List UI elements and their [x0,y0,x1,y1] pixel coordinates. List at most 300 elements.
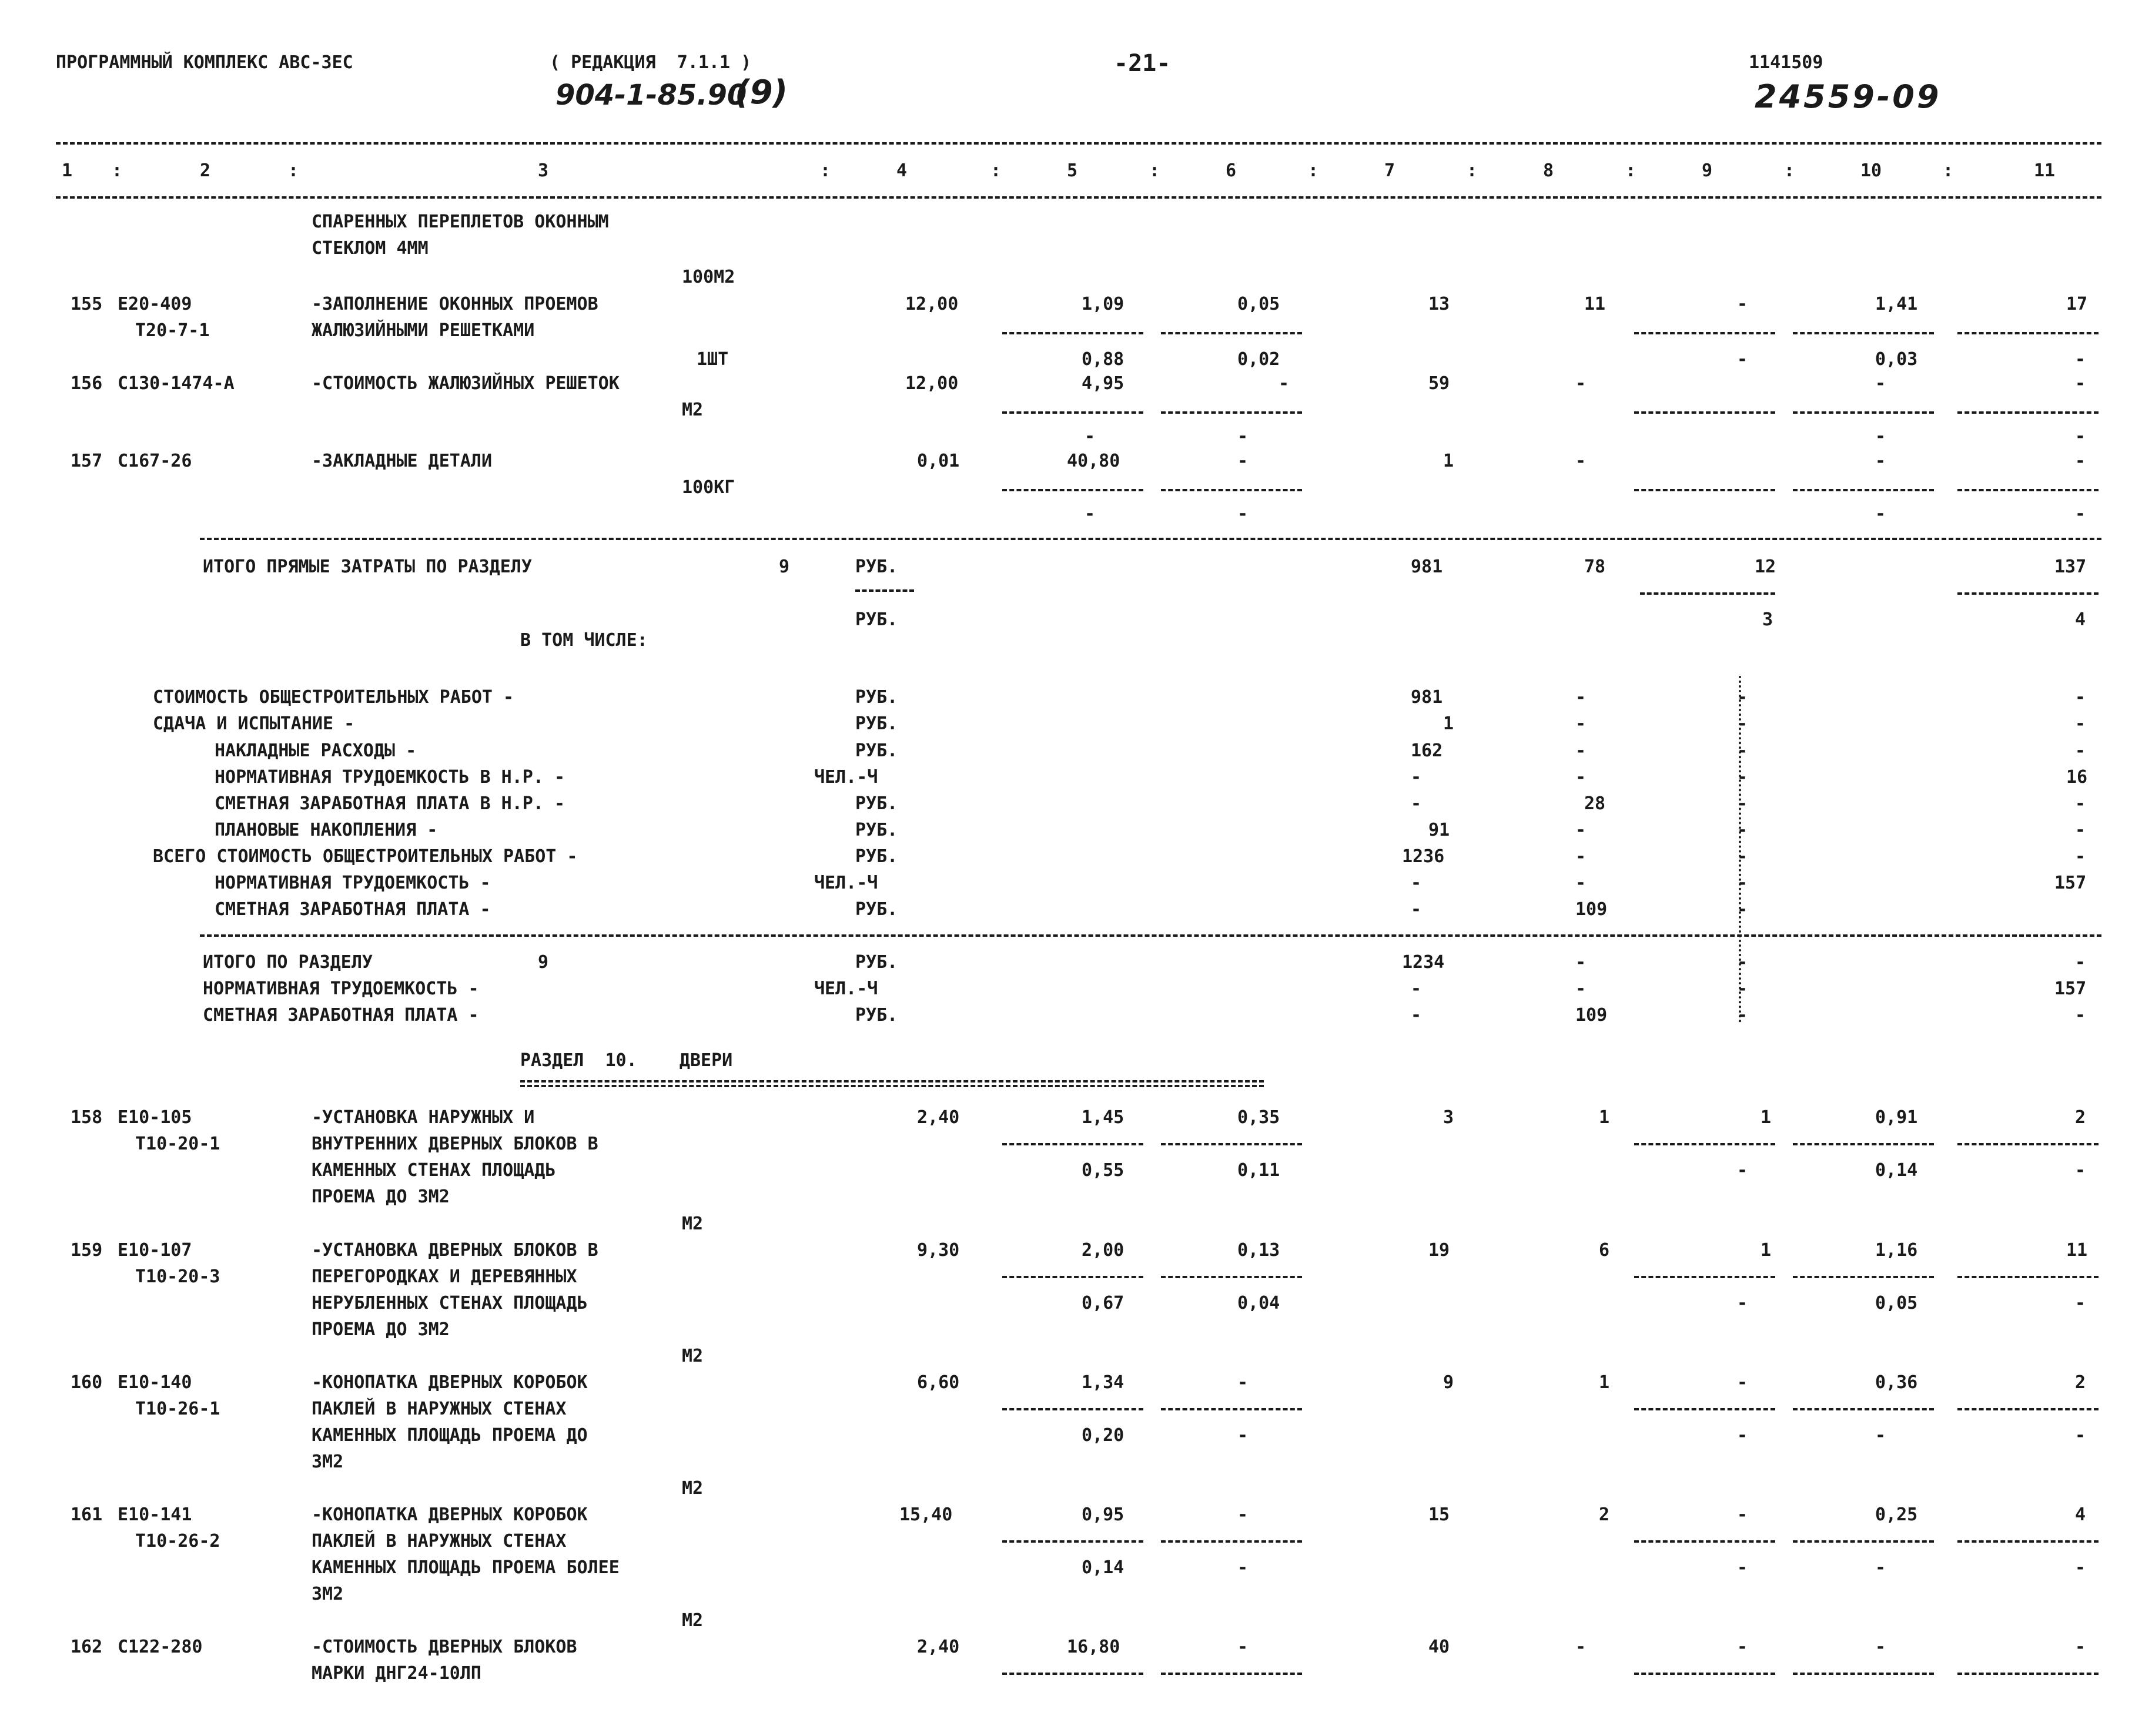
breakdown-label: ПЛАНОВЫЕ НАКОПЛЕНИЯ - [215,820,438,840]
breakdown-col7: 1236 [1402,846,1445,867]
breakdown-col8: - [1575,713,1587,734]
line-unit: М2 [682,1214,704,1234]
line-description: -КОНОПАТКА ДВЕРНЫХ КОРОБОК [312,1504,588,1525]
breakdown-col7: 1 [1443,713,1454,734]
unit-rub: РУБ. [855,557,898,577]
column-header-1: 1 [62,160,73,181]
subtotal-rule [1634,332,1775,334]
line-description: КАМЕННЫХ ПЛОЩАДЬ ПРОЕМА БОЛЕЕ [312,1557,620,1578]
column-header-2: 2 [200,160,211,181]
line-labor: 0,25 [1875,1504,1918,1525]
line-labor-total: - [2075,373,2086,394]
breakdown-col11: - [2075,793,2086,814]
breakdown-col7: - [1411,899,1422,920]
breakdown-col9: - [1737,740,1748,761]
line-description: СТЕКЛОМ 4ММ [312,238,429,259]
line-description: ПРОЕМА ДО 3М2 [312,1187,450,1207]
line-labor: 0,91 [1875,1107,1918,1128]
subtotal-rule [1957,411,2099,414]
line-rate-code: Т10-26-1 [135,1399,220,1419]
subtotal-rule [1634,1540,1775,1543]
subtotal-rule [1634,1276,1775,1278]
subtotal-rule [1793,1143,1934,1145]
line-wage-rate: 0,11 [1237,1160,1280,1181]
subtotal-rule [1002,1143,1143,1145]
subtotal-rule [1634,411,1775,414]
summary-unit: РУБ. [855,952,898,973]
breakdown-label: СТОИМОСТЬ ОБЩЕСТРОИТЕЛЬНЫХ РАБОТ - [153,687,514,708]
line-labor: - [1875,373,1886,394]
breakdown-col11: 157 [2054,873,2087,893]
column-header-8: 8 [1543,160,1554,181]
line-quantity: 15,40 [899,1504,953,1525]
column-separator: : [990,160,1002,181]
line-wage-rate: 0,04 [1237,1293,1280,1313]
line-wage-rate: 0,35 [1237,1107,1280,1128]
line-wages: - [1575,1637,1587,1657]
line-labor: - [1875,1637,1886,1657]
page-number: -21- [1114,50,1171,77]
line-description: ПАКЛЕЙ В НАРУЖНЫХ СТЕНАХ [312,1399,567,1419]
line-description: НЕРУБЛЕННЫХ СТЕНАХ ПЛОЩАДЬ [312,1293,588,1313]
subtotal-rule [1957,1143,2099,1145]
line-rate-code: Е10-107 [118,1240,192,1261]
line-wages: - [1575,451,1587,471]
line-wage-rate: 0,13 [1237,1240,1280,1261]
breakdown-col11: 16 [2066,767,2088,787]
line-machines: - [1737,1504,1748,1525]
inventory-number: 24559-09 [1755,78,1942,115]
line-wage-rate: - [1237,1425,1249,1446]
summary-col7: - [1411,1005,1422,1025]
total-col11: 137 [2054,557,2087,577]
line-description: ПАКЛЕЙ В НАРУЖНЫХ СТЕНАХ [312,1531,567,1551]
subtotal-rule [1957,1276,2099,1278]
summary-col11: 157 [2054,978,2087,999]
summary-col9: - [1737,978,1748,999]
line-unit: М2 [682,1610,704,1631]
line-wages: 11 [1584,294,1606,314]
breakdown-unit: РУБ. [855,740,898,761]
line-rate-code: С167-26 [118,451,192,471]
breakdown-col11: - [2075,820,2086,840]
subtotal-rule [1002,1673,1143,1675]
subtotal-rule [1161,1143,1302,1145]
column-header-4: 4 [896,160,908,181]
breakdown-unit: РУБ. [855,820,898,840]
line-labor: 0,03 [1875,349,1918,370]
line-description: -УСТАНОВКА ДВЕРНЫХ БЛОКОВ В [312,1240,598,1261]
total-col11-second: 4 [2075,609,2086,630]
section-summary-rule [200,934,2101,937]
subtotal-rule [1161,411,1302,414]
line-labor: 1,41 [1875,294,1918,314]
line-rate-code: С122-280 [118,1637,203,1657]
column-header-5: 5 [1067,160,1078,181]
line-wage-rate: - [1237,1504,1249,1525]
line-labor-total: - [2075,504,2086,524]
subtotal-rule [1634,1408,1775,1410]
column-separator: : [112,160,123,181]
line-quantity: 2,40 [917,1107,960,1128]
document-number: 1141509 [1749,52,1823,73]
section-number: 9 [779,557,790,577]
total-col9-second: 3 [1762,609,1773,630]
line-wages: 2 [1599,1504,1610,1525]
subtotal-rule [1957,1408,2099,1410]
breakdown-unit: ЧЕЛ.-Ч [814,873,878,893]
breakdown-col11: - [2075,740,2086,761]
line-wage-rate: - [1237,504,1249,524]
line-labor-total: 17 [2066,294,2088,314]
subtotal-rule [1634,1673,1775,1675]
summary-section-number: 9 [538,952,549,973]
line-wage-rate: 0,05 [1237,294,1280,314]
line-wage-rate: - [1279,373,1290,394]
line-unit-cost: 1,09 [1082,294,1124,314]
subtotal-rule [1002,1540,1143,1543]
line-number: 156 [71,373,103,394]
line-labor-total: 11 [2066,1240,2088,1261]
breakdown-label: ВСЕГО СТОИМОСТЬ ОБЩЕСТРОИТЕЛЬНЫХ РАБОТ - [153,846,578,867]
total-col9: 12 [1755,557,1776,577]
line-labor: 0,14 [1875,1160,1918,1181]
subtotal-rule [1002,1408,1143,1410]
subtotal-rule [1161,332,1302,334]
unit-rub: РУБ. [855,609,898,630]
line-description: -ЗАПОЛНЕНИЕ ОКОННЫХ ПРОЕМОВ [312,294,598,314]
subtotal-rule [1634,489,1775,491]
subtotal-rule [1161,1408,1302,1410]
line-wage-rate: - [1237,451,1249,471]
subtotal-rule [1161,1276,1302,1278]
summary-col9: - [1737,1005,1748,1025]
line-machines: 1 [1761,1107,1772,1128]
subtotal-rule [1957,592,2099,595]
breakdown-label: НОРМАТИВНАЯ ТРУДОЕМКОСТЬ - [215,873,491,893]
summary-col8: - [1575,952,1587,973]
column-separator: : [288,160,299,181]
line-rate-code: Т10-20-3 [135,1266,220,1287]
line-rate-code: Е10-140 [118,1372,192,1393]
line-labor-total: - [2075,1557,2086,1578]
section-total-rule [200,538,2101,540]
line-wage-rate: 0,02 [1237,349,1280,370]
breakdown-col9: - [1737,820,1748,840]
column-separator: : [1149,160,1160,181]
column-header-7: 7 [1384,160,1395,181]
column-separator: : [1784,160,1795,181]
line-number: 161 [71,1504,103,1525]
breakdown-label: НОРМАТИВНАЯ ТРУДОЕМКОСТЬ В Н.Р. - [215,767,565,787]
line-labor: - [1875,426,1886,447]
column-header-10: 10 [1860,160,1882,181]
edition-label: ( РЕДАКЦИЯ 7.1.1 ) [550,52,752,73]
line-description: -СТОИМОСТЬ ДВЕРНЫХ БЛОКОВ [312,1637,577,1657]
line-description: ПЕРЕГОРОДКАХ И ДЕРЕВЯННЫХ [312,1266,577,1287]
breakdown-unit: РУБ. [855,793,898,814]
line-labor-total: - [2075,451,2086,471]
line-description: -ЗАКЛАДНЫЕ ДЕТАЛИ [312,451,493,471]
breakdown-col9: - [1737,899,1748,920]
line-labor: - [1875,504,1886,524]
column-9-guide [1739,676,1741,1023]
line-number: 158 [71,1107,103,1128]
header-top-rule [56,142,2101,145]
breakdown-col7: - [1411,767,1422,787]
line-labor: - [1875,1557,1886,1578]
section-10-title: РАЗДЕЛ 10. ДВЕРИ [520,1050,733,1071]
line-unit: 1ШТ [697,349,729,370]
subtotal-rule [1002,1276,1143,1278]
line-number: 155 [71,294,103,314]
line-description: СПАРЕННЫХ ПЕРЕПЛЕТОВ ОКОННЫМ [312,212,609,232]
line-quantity: 0,01 [917,451,960,471]
line-description: МАРКИ ДНГ24-10ЛП [312,1663,481,1684]
unit-rule [855,589,914,592]
line-wage-rate: - [1237,1372,1249,1393]
column-header-9: 9 [1702,160,1713,181]
program-name: ПРОГРАММНЫЙ КОМПЛЕКС АВС-3ЕС [56,52,353,73]
line-wages: 1 [1599,1107,1610,1128]
breakdown-col7: 981 [1411,687,1443,708]
breakdown-col8: 109 [1575,899,1608,920]
line-labor-total: 4 [2075,1504,2086,1525]
line-unit-cost: 1,34 [1082,1372,1124,1393]
column-separator: : [820,160,831,181]
summary-col11: - [2075,1005,2086,1025]
subtotal-rule [1634,1143,1775,1145]
breakdown-unit: ЧЕЛ.-Ч [814,767,878,787]
subtotal-rule [1793,1408,1934,1410]
line-description: -УСТАНОВКА НАРУЖНЫХ И [312,1107,535,1128]
line-number: 159 [71,1240,103,1261]
subtotal-rule [1957,1540,2099,1543]
line-labor-total: - [2075,426,2086,447]
subtotal-rule [1793,489,1934,491]
summary-col7: 1234 [1402,952,1445,973]
breakdown-unit: РУБ. [855,899,898,920]
breakdown-col9: - [1737,767,1748,787]
line-total: 3 [1443,1107,1454,1128]
line-labor: - [1875,1425,1886,1446]
line-description: ВНУТРЕННИХ ДВЕРНЫХ БЛОКОВ В [312,1134,598,1154]
column-header-11: 11 [2034,160,2056,181]
breakdown-col7: 162 [1411,740,1443,761]
line-total: 13 [1428,294,1450,314]
line-unit-cost: 4,95 [1082,373,1124,394]
subtotal-rule [1161,489,1302,491]
summary-label: СМЕТНАЯ ЗАРАБОТНАЯ ПЛАТА - [203,1005,479,1025]
line-machines: - [1737,294,1748,314]
line-total: 40 [1428,1637,1450,1657]
subtotal-rule [1002,411,1143,414]
column-header-3: 3 [538,160,549,181]
column-header-6: 6 [1226,160,1237,181]
line-description: КАМЕННЫХ СТЕНАХ ПЛОЩАДЬ [312,1160,556,1181]
line-wage-rate: - [1237,426,1249,447]
line-rate-code: Е10-141 [118,1504,192,1525]
summary-label: ИТОГО ПО РАЗДЕЛУ [203,952,373,973]
line-unit: М2 [682,1478,704,1499]
summary-col9: - [1737,952,1748,973]
line-machines: - [1737,1372,1748,1393]
line-total: 59 [1428,373,1450,394]
line-number: 157 [71,451,103,471]
breakdown-col9: - [1737,846,1748,867]
breakdown-label: СДАЧА И ИСПЫТАНИЕ - [153,713,355,734]
subtotal-rule [1161,1673,1302,1675]
section-10-underline [520,1080,1264,1083]
breakdown-col11: - [2075,687,2086,708]
breakdown-col8: - [1575,740,1587,761]
breakdown-col8: - [1575,820,1587,840]
line-rate-code: С130-1474-А [118,373,235,394]
line-description: 3М2 [312,1584,344,1604]
breakdown-label: СМЕТНАЯ ЗАРАБОТНАЯ ПЛАТА В Н.Р. - [215,793,565,814]
breakdown-label: СМЕТНАЯ ЗАРАБОТНАЯ ПЛАТА - [215,899,491,920]
breakdown-col7: 91 [1428,820,1450,840]
subtotal-rule [1161,1540,1302,1543]
line-unit: 100М2 [682,267,735,287]
line-description: КАМЕННЫХ ПЛОЩАДЬ ПРОЕМА ДО [312,1425,588,1446]
line-labor-total: 2 [2075,1372,2086,1393]
line-machines: - [1737,349,1748,370]
line-labor-total: - [2075,1425,2086,1446]
line-machines: 1 [1761,1240,1772,1261]
total-col8: 78 [1584,557,1606,577]
line-machines: - [1737,1557,1748,1578]
total-col7: 981 [1411,557,1443,577]
line-quantity: 9,30 [917,1240,960,1261]
column-separator: : [1467,160,1478,181]
line-total: 1 [1443,451,1454,471]
breakdown-unit: РУБ. [855,687,898,708]
breakdown-col9: - [1737,687,1748,708]
line-wages: 6 [1599,1240,1610,1261]
line-wages: - [1575,373,1587,394]
line-description: ПРОЕМА ДО 3М2 [312,1319,450,1340]
breakdown-col7: - [1411,793,1422,814]
line-description: -КОНОПАТКА ДВЕРНЫХ КОРОБОК [312,1372,588,1393]
line-labor: 0,36 [1875,1372,1918,1393]
line-unit-cost: 0,55 [1082,1160,1124,1181]
breakdown-col9: - [1737,873,1748,893]
line-labor: - [1875,451,1886,471]
line-labor: 1,16 [1875,1240,1918,1261]
line-number: 162 [71,1637,103,1657]
subtotal-rule [1793,1540,1934,1543]
line-quantity: 6,60 [917,1372,960,1393]
subtotal-rule [1957,1673,2099,1675]
line-unit-cost: 0,67 [1082,1293,1124,1313]
line-unit-cost: - [1085,504,1096,524]
breakdown-col11: - [2075,713,2086,734]
line-rate-code: Т10-20-1 [135,1134,220,1154]
breakdown-col8: - [1575,873,1587,893]
breakdown-col9: - [1737,713,1748,734]
breakdown-unit: РУБ. [855,846,898,867]
line-unit: М2 [682,400,704,420]
breakdown-col7: - [1411,873,1422,893]
project-code: 904-1-85.90 [555,79,747,112]
line-number: 160 [71,1372,103,1393]
line-unit: М2 [682,1346,704,1366]
subtotal-rule [1793,332,1934,334]
line-labor-total: - [2075,1160,2086,1181]
breakdown-col8: - [1575,687,1587,708]
line-unit-cost: 0,88 [1082,349,1124,370]
line-unit-cost: 0,14 [1082,1557,1124,1578]
line-unit-cost: - [1085,426,1096,447]
line-unit-cost: 2,00 [1082,1240,1124,1261]
breakdown-col9: - [1737,793,1748,814]
line-unit-cost: 0,95 [1082,1504,1124,1525]
line-machines: - [1737,1425,1748,1446]
subtotal-rule [1957,332,2099,334]
including-label: В ТОМ ЧИСЛЕ: [520,630,648,651]
subtotal-rule [1002,332,1143,334]
line-labor-total: - [2075,1293,2086,1313]
subtotal-rule [1793,411,1934,414]
line-total: 15 [1428,1504,1450,1525]
line-machines: - [1737,1160,1748,1181]
line-unit-cost: 1,45 [1082,1107,1124,1128]
line-unit-cost: 40,80 [1067,451,1120,471]
subtotal-rule [1793,1673,1934,1675]
subtotal-rule [1793,1276,1934,1278]
summary-unit: ЧЕЛ.-Ч [814,978,878,999]
line-rate-code: Т10-26-2 [135,1531,220,1551]
line-rate-code: Е10-105 [118,1107,192,1128]
breakdown-col8: - [1575,846,1587,867]
subtotal-rule [1640,592,1775,595]
line-quantity: 12,00 [905,373,959,394]
subtotal-rule [1957,489,2099,491]
line-rate-code: Е20-409 [118,294,192,314]
line-quantity: 2,40 [917,1637,960,1657]
breakdown-col8: 28 [1584,793,1606,814]
breakdown-col8: - [1575,767,1587,787]
summary-unit: РУБ. [855,1005,898,1025]
line-labor-total: - [2075,1637,2086,1657]
summary-col11: - [2075,952,2086,973]
column-separator: : [1943,160,1954,181]
line-description: 3М2 [312,1452,344,1472]
line-unit: 100КГ [682,477,735,498]
line-total: 9 [1443,1372,1454,1393]
line-wage-rate: - [1237,1637,1249,1657]
line-wages: 1 [1599,1372,1610,1393]
column-separator: : [1625,160,1636,181]
line-description: -СТОИМОСТЬ ЖАЛЮЗИЙНЫХ РЕШЕТОК [312,373,620,394]
breakdown-label: НАКЛАДНЫЕ РАСХОДЫ - [215,740,417,761]
line-description: ЖАЛЮЗИЙНЫМИ РЕШЕТКАМИ [312,320,535,341]
column-separator: : [1308,160,1319,181]
line-machines: - [1737,1293,1748,1313]
line-total: 19 [1428,1240,1450,1261]
volume-number: (9) [735,73,788,112]
line-labor-total: 2 [2075,1107,2086,1128]
subtotal-rule [1002,489,1143,491]
line-unit-cost: 0,20 [1082,1425,1124,1446]
summary-col8: - [1575,978,1587,999]
section-total-label: ИТОГО ПРЯМЫЕ ЗАТРАТЫ ПО РАЗДЕЛУ [203,557,532,577]
breakdown-col11: - [2075,846,2086,867]
line-quantity: 12,00 [905,294,959,314]
line-wage-rate: - [1237,1557,1249,1578]
line-machines: - [1737,1637,1748,1657]
